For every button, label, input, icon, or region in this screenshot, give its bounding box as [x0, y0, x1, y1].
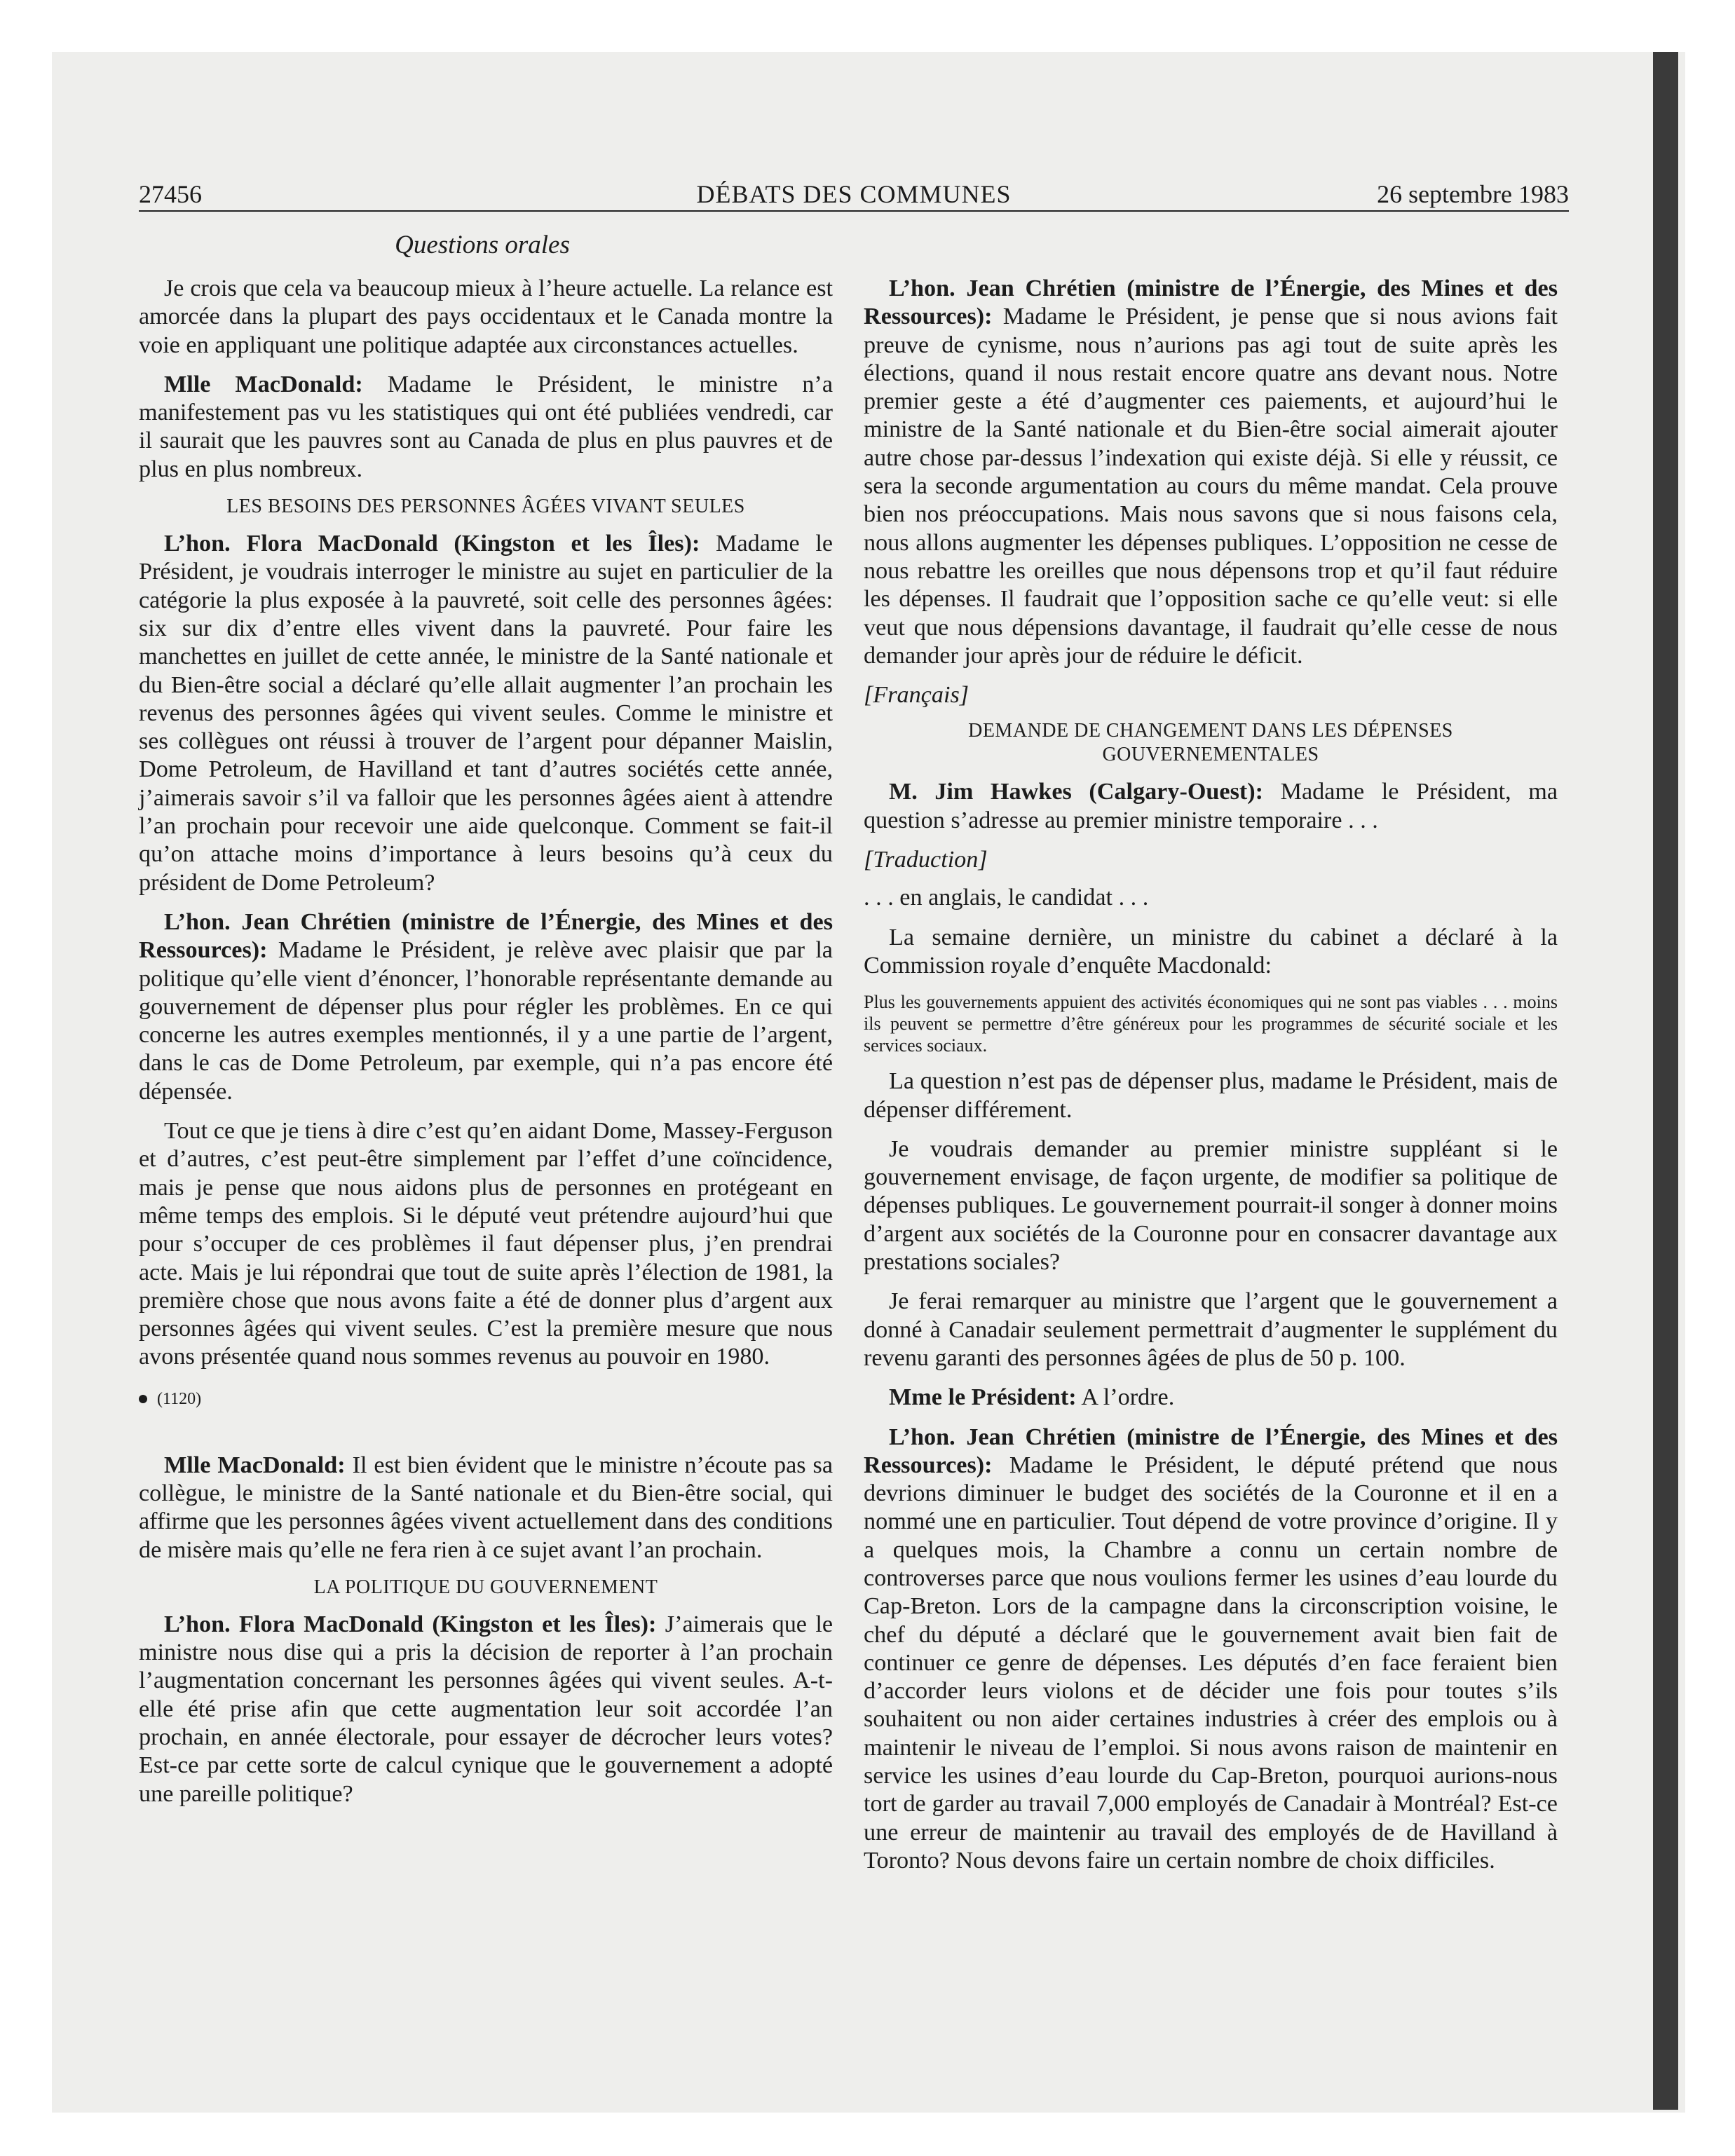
speaker: L’hon. Jean Chrétien (ministre de l’Énergie, des Mines et des Ressources):: [139, 908, 833, 964]
paragraph: [139, 908, 833, 1106]
speech-text: Madame le Président, le député prétend que nous devrions diminuer le budget des sociétés de la Couronne et il en a nommé une en particulier. Tout dépend de votre province d’origine. Il y a quelques mois, la Chambre a connu un certain nombre de controverses parce que nous voulions fermer les usines d’eau lourde du Cap-Breton. Lors de la campagne dans la circonscription voisine, le chef du député a déclaré que le gouvernement avait bien fait de continuer ce genre de dépenses. Les députés d’en face feraient bien d’accorder leurs violons et de décider une fois pour toutes s’ils souhaitent ou non aider certaines industries à créer des emplois ou à maintenir le niveau de l’emploi. Si nous avons raison de maintenir en service les usines d’eau lourde du Cap-Breton, pourquoi aurions-nous tort de garder au travail 7,000 employés de Canadair à Montréal? Est-ce une erreur de maintenir au travail des employés de de Havilland à Toronto? Nous devons faire un certain nombre de choix difficiles.: [864, 1452, 1558, 1874]
speech-text: Madame le Président, je voudrais interroger le ministre au sujet en particulier de la catégorie la plus exposée à la pauvreté, soit celle des personnes âgées: six sur dix d’entre elles vivent dans la pauvreté. Pour faire les manchettes en juillet de cette année, le ministre de la Santé nationale et du Bien-être social a déclaré qu’elle allait augmenter l’an prochain les revenus des personnes âgées qui vivent seules. Comme le ministre et ses collègues ont réussi à trouver de l’argent pour dépanner Maislin, Dome Petroleum, de Havilland et tant d’autres sociétés cette année, j’aimerais savoir s’il va falloir que les personnes âgées aient à attendre l’an prochain pour recevoir une aide quelconque. Comment se fait-il qu’on attache moins d’importance à leurs besoins qu’à ceux du président de Dome Petroleum?: [139, 531, 833, 896]
section-title: Questions orales: [395, 231, 570, 259]
paragraph: [139, 1452, 833, 1564]
speaker: Mlle MacDonald:: [164, 1452, 346, 1478]
scan-edge-shadow: [1653, 52, 1678, 2110]
speaker: Mme le Président:: [889, 1384, 1077, 1411]
subheading: LA POLITIQUE DU GOUVERNEMENT: [313, 1576, 658, 1598]
speech-text: Madame le Président, ma question s’adresse au premier ministre temporaire . . .: [864, 779, 1558, 833]
block-quote: Plus les gouvernements appuient des activités économiques qui ne sont pas viables . . . moins ils peuvent se permettre d’être généreux pour les programmes de sécurité sociale et les services sociaux.: [864, 992, 1558, 1056]
subheading: DEMANDE DE CHANGEMENT DANS LES DÉPENSES GOUVERNEMENTALES: [968, 720, 1453, 766]
paragraph: [139, 1611, 833, 1808]
language-tag: [Français]: [864, 682, 969, 709]
paragraph: [864, 778, 1558, 835]
paragraph: La semaine dernière, un ministre du cabinet a déclaré à la Commission royale d’enquête Macdonald:: [864, 924, 1558, 978]
publication-date: 26 septembre 1983: [1377, 180, 1569, 208]
paragraph: Je crois que cela va beaucoup mieux à l’heure actuelle. La relance est amorcée dans la plupart des pays occidentaux et le Canada montre la voie en appliquant une politique adaptée aux circonstances actuelles.: [139, 275, 833, 358]
paragraph: [139, 371, 833, 484]
page-header: [139, 179, 1569, 212]
speaker: L’hon. Flora MacDonald (Kingston et les Îles):: [164, 1611, 657, 1637]
paragraph: La question n’est pas de dépenser plus, madame le Président, mais de dépenser différement.: [864, 1068, 1558, 1123]
paragraph: [864, 275, 1558, 670]
paragraph: [139, 530, 833, 897]
speaker: L’hon. Jean Chrétien (ministre de l’Énergie, des Mines et des Ressources):: [864, 1424, 1558, 1478]
time-marker-label: (1120): [157, 1389, 202, 1408]
speech-text: J’aimerais que le ministre nous dise qui a pris la décision de reporter à l’an prochain l’augmentation concernant les personnes âgées qui vivent seules. A-t-elle été prise afin que cette augmentation leur soit accordée l’an prochain, en année électorale, pour essayer de décrocher leurs votes? Est-ce par cette sorte de calcul cynique que le gouvernement a adopté une pareille politique?: [139, 1611, 833, 1807]
speech-text: Il est bien évident que le ministre n’écoute pas sa collègue, le ministre de la Santé nationale et du Bien-être social, qui affirme que les personnes âgées vivent actuellement dans des conditions de misère mais qu’elle ne fera rien à ce sujet avant l’an prochain.: [139, 1452, 833, 1563]
time-marker: [139, 1389, 833, 1410]
paragraph: . . . en anglais, le candidat . . .: [864, 885, 1149, 911]
speech-text: Madame le Président, je relève avec plaisir que par la politique qu’elle vient d’énoncer, l’honorable représentante demande au gouvernement de dépenser plus pour régler les problèmes. En ce qui concerne les autres exemples mentionnés, il y a une partie de l’argent, dans le cas de Dome Petroleum, par exemple, qui n’a pas encore été dépensée.: [139, 937, 833, 1105]
speaker: M. Jim Hawkes (Calgary-Ouest):: [889, 779, 1264, 805]
publication-title: DÉBATS DES COMMUNES: [696, 180, 1012, 208]
paragraph: Tout ce que je tiens à dire c’est qu’en aidant Dome, Massey-Ferguson et d’autres, c’est peut-être simplement par l’effet d’une coïncidence, mais je pense que nous aidons plus de personnes en protégeant en même temps des emplois. Si le député veut prétendre aujourd’hui que pour s’occuper de ces problèmes il faut dépenser plus, j’en prendrai acte. Mais je lui répondrai que tout de suite après l’élection de 1981, la première chose que nous avons faite a été de donner plus d’argent aux personnes âgées qui vivent seules. C’est la première mesure que nous avons présentée quand nous sommes revenus au pouvoir en 1980.: [139, 1118, 833, 1370]
page-number: 27456: [139, 180, 202, 208]
bullet-icon: [139, 1395, 147, 1403]
paragraph: Je ferai remarquer au ministre que l’argent que le gouvernement a donné à Canadair seulement permettrait d’augmenter le supplément du revenu garanti des personnes âgées de plus de 50 p. 100.: [864, 1288, 1558, 1371]
speech-text: Madame le Président, le ministre n’a manifestement pas vu les statistiques qui ont été publiées vendredi, car il saurait que les pauvres sont au Canada de plus en plus pauvres et de plus en plus nombreux.: [139, 371, 833, 482]
speaker: L’hon. Jean Chrétien (ministre de l’Énergie, des Mines et des Ressources):: [864, 275, 1558, 330]
paragraph: Je voudrais demander au premier ministre suppléant si le gouvernement envisage, de façon urgente, de modifier sa politique de dépenses publiques. Le gouvernement pourrait-il songer à donner moins d’argent aux sociétés de la Couronne pour en consacrer davantage aux prestations sociales?: [864, 1135, 1558, 1276]
left-column: [139, 275, 833, 1820]
right-column: [864, 275, 1558, 1886]
subheading: LES BESOINS DES PERSONNES ÂGÉES VIVANT SEULES: [226, 496, 745, 518]
paragraph: [864, 1424, 1558, 1876]
speech-text: Madame le Président, je pense que si nous avions fait preuve de cynisme, nous n’aurions pas agi tout de suite après les élections, quand il nous restait encore quatre ans devant nous. Notre premier geste a été d’augmenter ces paiements, et aujourd’hui le ministre de la Santé nationale et du Bien-être social aimerait ajouter autre chose par-dessus l’indexation qui existe déjà. Si elle y réussit, ce sera la seconde argumentation au cours du même mandat. Cela prouve bien nos préoccupations. Mais nous savons que si nous faisons cela, nous allons augmenter les dépenses publiques. L’opposition ne cesse de nous rebattre les oreilles que nous dépensons trop et qu’il faut réduire les dépenses. Il faudrait que l’opposition sache ce qu’elle veut: si elle veut que nous dépensions davantage, il faudrait qu’elle cesse de nous demander jour après jour de réduire le déficit.: [864, 303, 1558, 669]
speech-text: A l’ordre.: [1076, 1384, 1175, 1411]
language-tag: [Traduction]: [864, 847, 988, 873]
speaker: Mlle MacDonald:: [164, 371, 363, 397]
speaker: L’hon. Flora MacDonald (Kingston et les Îles):: [164, 531, 700, 557]
paragraph: [864, 1384, 1558, 1412]
